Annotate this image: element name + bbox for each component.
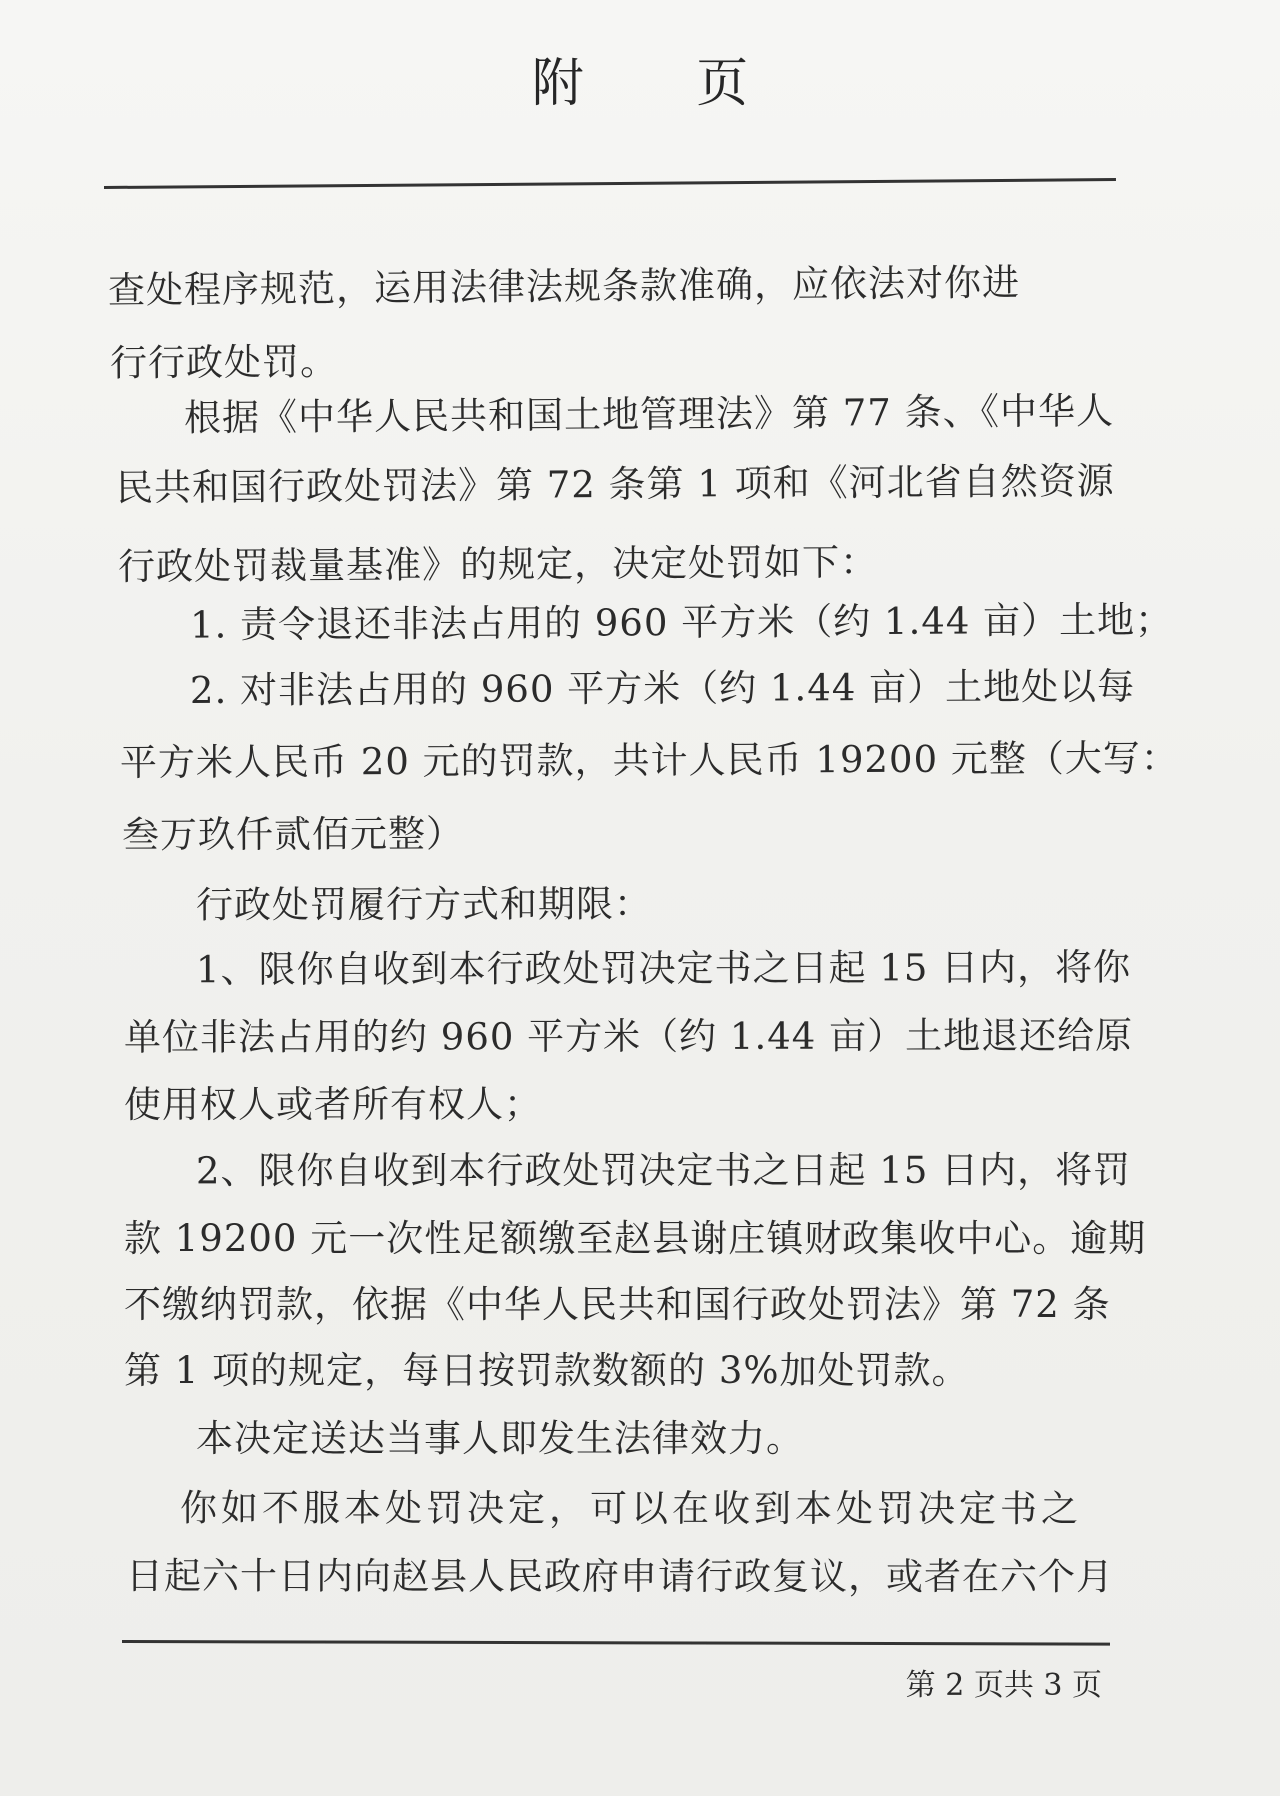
text-line: 日起六十日内向赵县人民政府申请行政复议，或者在六个月	[125, 1554, 1115, 1599]
text-line: 行行政处罚。	[109, 340, 339, 385]
text-line: 2、限你自收到本行政处罚决定书之日起 15 日内，将罚	[195, 1148, 1132, 1193]
text-line: 1. 责令退还非法占用的 960 平方米（约 1.44 亩）土地；	[189, 598, 1174, 647]
page-number: 第 2 页共 3 页	[905, 1668, 1102, 1703]
text-line: 2. 对非法占用的 960 平方米（约 1.44 亩）土地处以每	[189, 664, 1136, 713]
text-line: 查处程序规范，运用法律法规条款准确，应依法对你进	[107, 261, 1021, 312]
text-line: 使用权人或者所有权人；	[123, 1082, 543, 1127]
text-line: 行政处罚履行方式和期限：	[195, 882, 653, 927]
text-line: 平方米人民币 20 元的罚款，共计人民币 19200 元整（大写：	[119, 736, 1179, 785]
text-line: 根据《中华人民共和国土地管理法》第 77 条、《中华人	[183, 389, 1115, 440]
text-line: 民共和国行政处罚法》第 72 条第 1 项和《河北省自然资源	[115, 459, 1115, 510]
page-title: 附 页	[531, 54, 797, 114]
text-line: 本决定送达当事人即发生法律效力。	[196, 1417, 804, 1460]
text-line: 单位非法占用的约 960 平方米（约 1.44 亩）土地退还给原	[123, 1014, 1134, 1059]
text-line: 你如不服本处罚决定，可以在收到本处罚决定书之	[179, 1486, 1083, 1531]
text-line: 不缴纳罚款，依据《中华人民共和国行政处罚法》第 72 条	[124, 1283, 1111, 1326]
text-line: 1、限你自收到本行政处罚决定书之日起 15 日内，将你	[195, 945, 1132, 992]
text-line: 行政处罚裁量基准》的规定，决定处罚如下：	[117, 540, 879, 589]
text-line: 第 1 项的规定，每日按罚款数额的 3%加处罚款。	[124, 1349, 970, 1392]
text-line: 款 19200 元一次性足额缴至赵县谢庄镇财政集收中心。逾期	[124, 1217, 1147, 1260]
text-line: 叁万玖仟贰佰元整）	[121, 812, 465, 857]
